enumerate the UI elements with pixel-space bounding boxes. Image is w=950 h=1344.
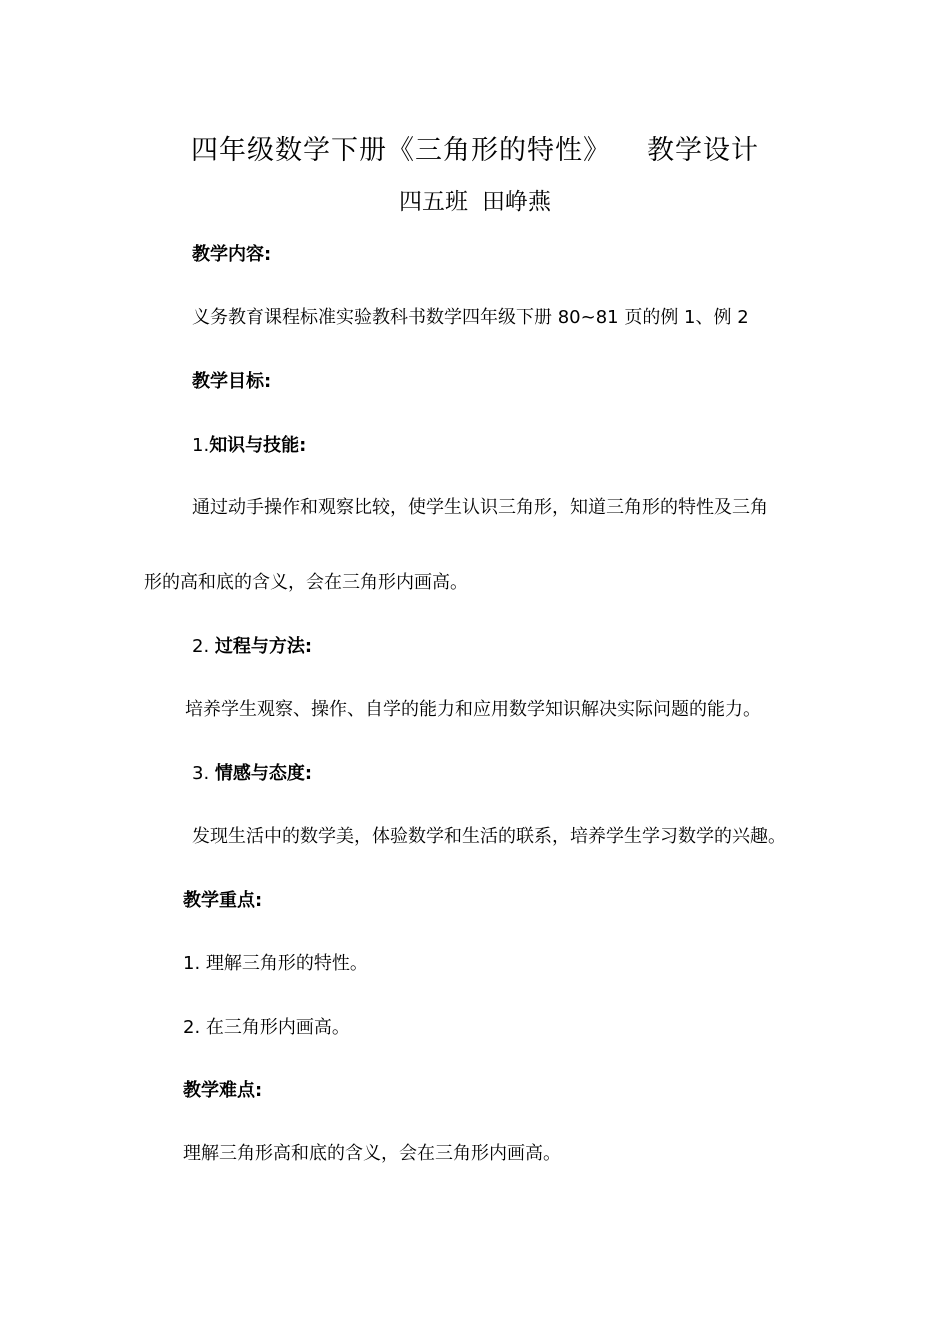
difficulty-text: 理解三角形高和底的含义，会在三角形内画高。 — [183, 1143, 561, 1164]
goal3-number: 3. — [192, 763, 210, 784]
goal2-number: 2. — [192, 636, 210, 657]
goal3-heading: 情感与态度: — [214, 763, 313, 784]
goal3-heading-line — [192, 759, 312, 785]
goal2-heading: 过程与方法: — [214, 636, 313, 657]
subtitle-class: 四五班 — [399, 189, 468, 215]
title-suffix: 教学设计 — [647, 135, 759, 166]
keypoint-2: 2. 在三角形内画高。 — [183, 1017, 350, 1038]
goal3-text: 发现生活中的数学美，体验数学和生活的联系，培养学生学习数学的兴趣。 — [192, 826, 786, 847]
goal1-heading: 知识与技能: — [209, 435, 307, 456]
keypoints-heading: 教学重点: — [183, 890, 263, 911]
keypoint-1: 1. 理解三角形的特性。 — [183, 953, 368, 974]
goal1-number: 1. — [192, 435, 210, 456]
document-subtitle — [0, 183, 950, 216]
goal1-heading-line — [192, 431, 306, 457]
subtitle-author: 田峥燕 — [482, 189, 551, 215]
goal1-text-line2: 形的高和底的含义，会在三角形内画高。 — [144, 572, 468, 593]
difficulty-heading: 教学难点: — [183, 1080, 263, 1101]
title-main: 四年级数学下册《三角形的特性》 — [191, 135, 611, 166]
goal1-text-line1: 通过动手操作和观察比较，使学生认识三角形，知道三角形的特性及三角 — [192, 497, 768, 518]
content-text: 义务教育课程标准实验教科书数学四年级下册 80~81 页的例 1、例 2 — [192, 307, 749, 328]
content-heading: 教学内容: — [192, 244, 272, 265]
document-title — [0, 128, 950, 167]
goal2-heading-line — [192, 632, 312, 658]
goals-heading: 教学目标: — [192, 371, 272, 392]
goal2-text: 培养学生观察、操作、自学的能力和应用数学知识解决实际问题的能力。 — [185, 699, 761, 720]
